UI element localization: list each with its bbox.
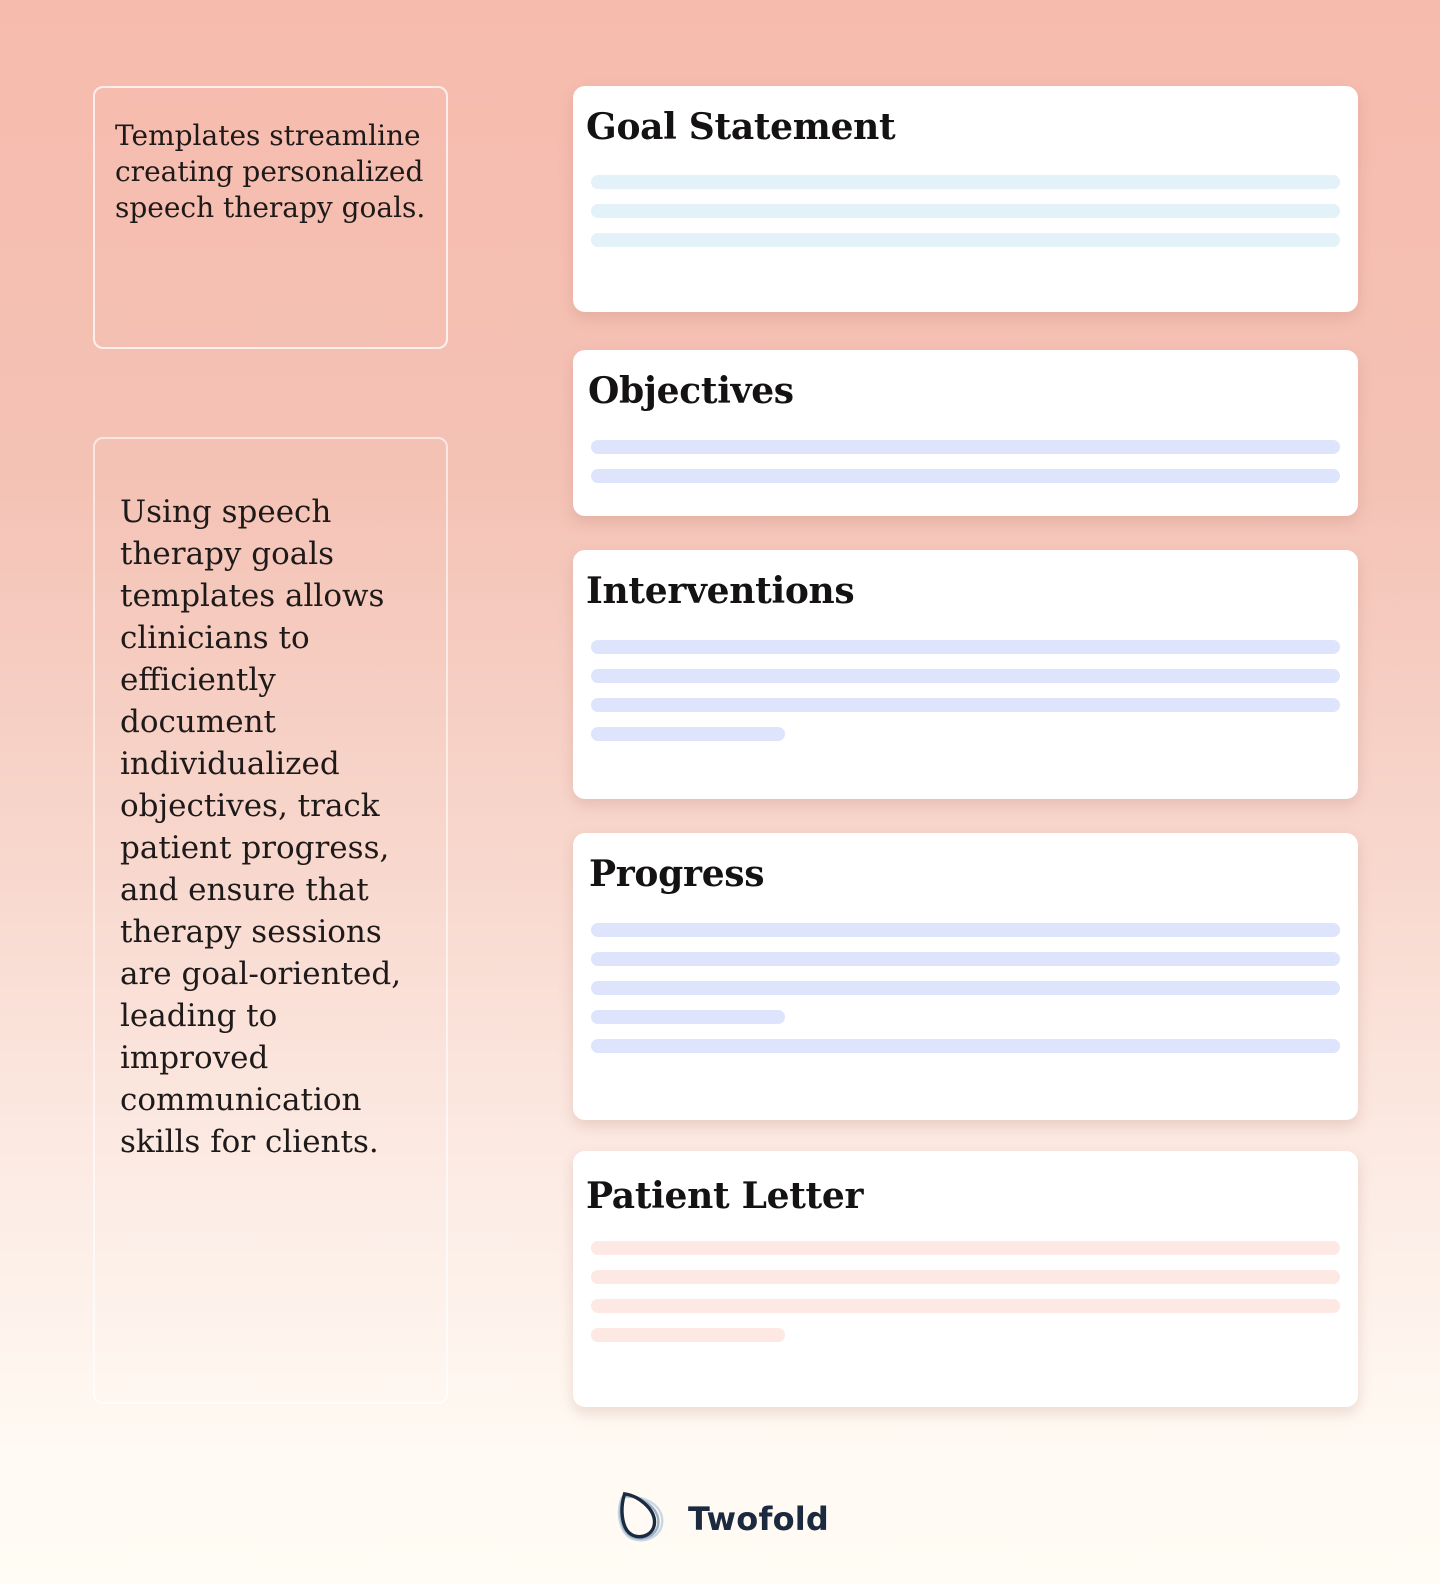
goal-placeholder-line (591, 204, 1340, 218)
brand-logo (612, 1490, 829, 1548)
interventions-placeholder-line (591, 669, 1340, 683)
progress-placeholder-line (591, 923, 1340, 937)
interventions-placeholder-line (591, 727, 785, 741)
goal-placeholder-line (591, 233, 1340, 247)
twofold-logo-icon (612, 1490, 670, 1548)
letter-placeholder-line (591, 1299, 1340, 1313)
objectives-card (573, 350, 1358, 516)
progress-placeholder-line (591, 1010, 785, 1024)
brand-name: Twofold (688, 1500, 830, 1538)
detail-note-text: Using speech therapy goals templates allows clinicians to efficiently document individualized objectives, track patient progress, and ensure that therapy sessions are goal-oriented, leading to improved communication skills for clients. (120, 494, 402, 1160)
objectives-placeholder-line (591, 469, 1340, 483)
letter-placeholder-line (591, 1241, 1340, 1255)
objectives-title: Objectives (588, 370, 794, 412)
goal-statement-title: Goal Statement (586, 106, 896, 148)
letter-placeholder-line (591, 1270, 1340, 1284)
goal-placeholder-line (591, 175, 1340, 189)
goal-statement-card (573, 86, 1358, 312)
intro-note-text: Templates streamline creating personalized speech therapy goals. (115, 119, 426, 224)
progress-title: Progress (589, 853, 765, 895)
progress-placeholder-line (591, 981, 1340, 995)
interventions-title: Interventions (586, 570, 855, 612)
interventions-placeholder-line (591, 698, 1340, 712)
interventions-card (573, 550, 1358, 799)
progress-placeholder-line (591, 952, 1340, 966)
patient-letter-title: Patient Letter (586, 1175, 864, 1217)
intro-note (93, 86, 448, 349)
letter-placeholder-line (591, 1328, 785, 1342)
interventions-placeholder-line (591, 640, 1340, 654)
progress-card (573, 833, 1358, 1120)
detail-note (93, 437, 448, 1404)
patient-letter-card (573, 1151, 1358, 1407)
progress-placeholder-line (591, 1039, 1340, 1053)
objectives-placeholder-line (591, 440, 1340, 454)
